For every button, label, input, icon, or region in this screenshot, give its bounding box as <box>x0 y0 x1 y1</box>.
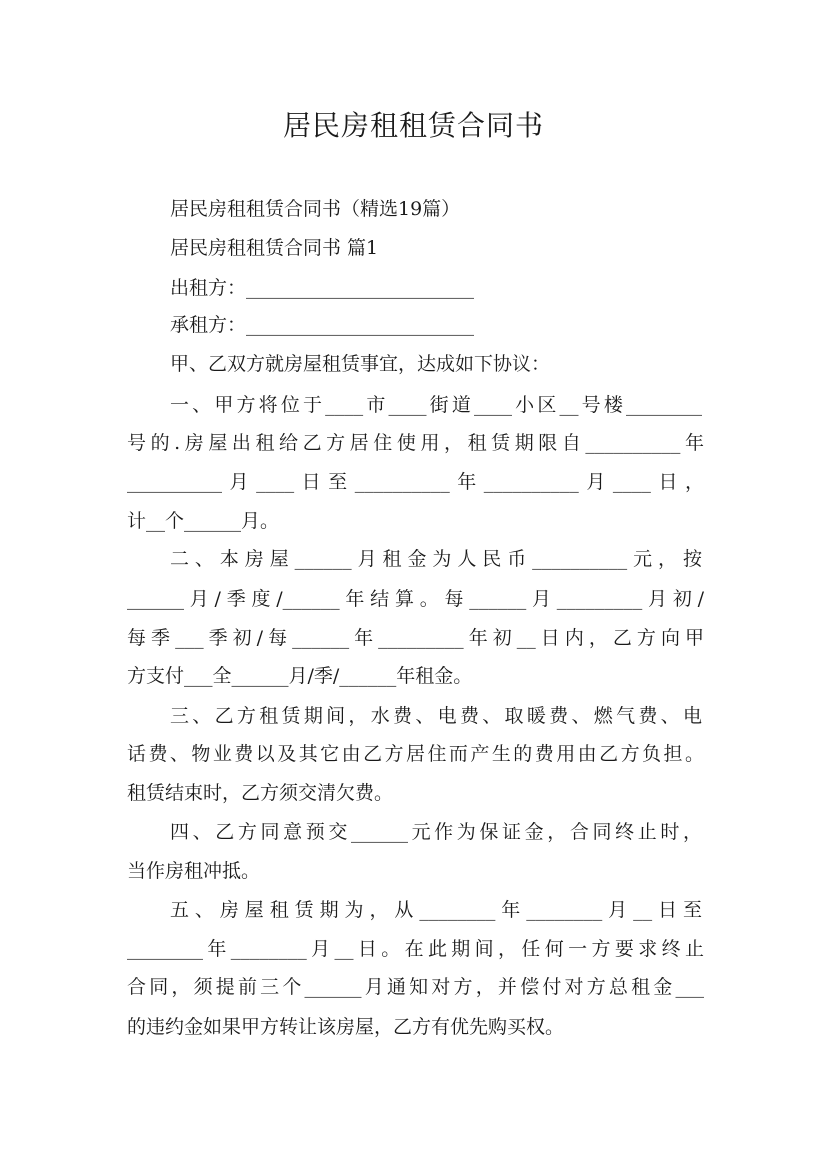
clause-1-line-4: 计__个______月。 <box>127 510 280 532</box>
section-heading: 居民房租租赁合同书 篇1 <box>170 237 379 259</box>
clause-2-line-4: 方支付___全______月/季/______年租金。 <box>127 665 473 687</box>
clause-3-line-3: 租赁结束时，乙方须交清欠费。 <box>127 782 394 804</box>
clause-5-line-3: 合同，须提前三个______月通知对方，并偿付对方总租金___ <box>127 976 704 998</box>
lessor-line: 出租方：________________________ <box>170 277 475 299</box>
agreement-intro: 甲、乙双方就房屋租赁事宜，达成如下协议： <box>170 353 551 375</box>
document-title: 居民房租租赁合同书 <box>282 109 544 142</box>
clause-2-line-2: ______月/季度/______年结算。每______月_________月初/ <box>127 588 704 610</box>
clause-1-line-3: __________月____日至__________年__________月____日， <box>127 471 704 493</box>
clause-4-line-1: 四、乙方同意预交______元作为保证金，合同终止时， <box>170 821 702 843</box>
clause-2-line-3: 每季___季初/每______年_________年初__日内，乙方向甲 <box>127 627 704 649</box>
clause-2-line-1: 二、本房屋______月租金为人民币__________元，按 <box>170 548 702 570</box>
clause-1-line-1: 一、甲方将位于____市____街道____小区__号楼________ <box>170 394 702 416</box>
clause-5-line-4: 的违约金如果甲方转让该房屋，乙方有优先购买权。 <box>127 1016 565 1038</box>
clause-3-line-1: 三、乙方租赁期间，水费、电费、取暖费、燃气费、电 <box>170 705 702 727</box>
doc-subtitle: 居民房租租赁合同书（精选19篇） <box>170 198 461 220</box>
clause-5-line-2: ________年________月__日。在此期间，任何一方要求终止 <box>127 938 704 960</box>
clause-1-line-2: 号的.房屋出租给乙方居住使用，租赁期限自__________年 <box>127 432 704 454</box>
clause-5-line-1: 五、房屋租赁期为，从________年________月__日至 <box>170 899 702 921</box>
clause-4-line-2: 当作房租冲抵。 <box>127 860 261 882</box>
clause-3-line-2: 话费、物业费以及其它由乙方居住而产生的费用由乙方负担。 <box>127 743 704 765</box>
lessee-line: 承租方：________________________ <box>170 314 475 336</box>
